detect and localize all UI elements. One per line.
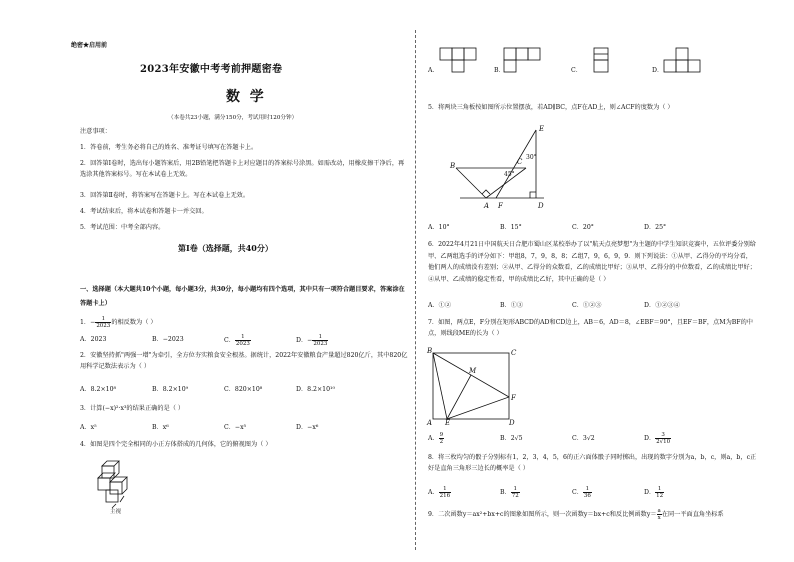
- q7-stem: 7．如图，两点E，F分别在矩形ABCD的AD和CD边上，AB＝6，AD＝8，∠EBF＝90°，且EF＝BF，点M为BF的中点，则线段ME的长为（ ）: [428, 319, 753, 337]
- secret-mark: 绝密★启用前: [71, 42, 108, 49]
- q5-point-label: C: [517, 158, 523, 166]
- q6-stem: 6．2022年4月21日中国航天日合肥市蜀山区某校举办了以"航天点亮梦想"为主题的中学生知识竞赛中，五位评委分别给甲、乙两组选手的评分如下：甲组8，7，9，8，8；乙组7，9，6，9，9．则下列说法：①从甲、乙得分的平均分看，他们两人的成绩没有差别；②从甲、乙得分的众数看，乙的成绩比甲好；③从甲、乙得分的中位数看，乙的成绩比甲好；④从甲、乙成绩的稳定性看，甲的成绩比乙好，其中正确的是（ ）: [428, 241, 756, 283]
- q7-option-b[interactable]: B．2√5: [500, 435, 523, 442]
- q5-point-label: F: [498, 202, 503, 210]
- part1-title: 第Ⅰ卷（选择题，共40分）: [178, 243, 273, 253]
- q5-triangle-figure: [440, 122, 570, 214]
- q7-point-label: C: [511, 349, 517, 357]
- q1-option-a[interactable]: A．2023: [80, 336, 107, 343]
- q6-option-d[interactable]: D．①②③④: [644, 302, 680, 309]
- q7-point-label: D: [509, 419, 515, 427]
- q3-option-d[interactable]: D．−x⁶: [296, 424, 319, 431]
- note-item: 5．考试范围：中考全部内容。: [80, 224, 165, 231]
- note-item: 2．回答第Ⅰ卷时，选出每小题答案后，用2B铅笔把答题卡上对应题目的答案标号涂黑。如需改动，用橡皮擦干净后，再选涂其他答案标号。写在本试卷上无效。: [80, 160, 405, 178]
- q4-option-a[interactable]: A．: [428, 67, 439, 74]
- q7-point-label: F: [511, 394, 516, 402]
- q3-option-b[interactable]: B．x⁶: [152, 424, 169, 431]
- exam-info: （本卷共23小题，满分150分，考试用时120分钟）: [168, 115, 298, 121]
- q8-option-d[interactable]: D． $\frac{1}{12}$: [644, 486, 664, 499]
- q5-point-label: A: [484, 202, 490, 210]
- q7-rectangle-figure: [425, 345, 525, 427]
- q4-stem: 4．如图是四个完全相同的小正方体搭成的几何体，它的俯视图为（ ）: [80, 441, 272, 448]
- q8-option-c[interactable]: C． $\frac{1}{36}$: [572, 486, 591, 499]
- q7-option-d[interactable]: D． $\frac{3}{2√10}$: [644, 432, 671, 445]
- q8-stem: 8．将三枚均匀的骰子分别标有1，2，3，4，5，6的正六面体骰子同时掷出，出现的数字分别为a，b，c，则a，b，c正好是直角三角形三边长的概率是（ ）: [428, 454, 757, 472]
- q4-option-c-figure: [584, 44, 628, 82]
- q6-option-c[interactable]: C．①②③: [572, 302, 602, 309]
- q7-option-a[interactable]: A． $\frac{9}{2}$: [428, 432, 444, 445]
- q1-option-d[interactable]: D．− $\frac{1}{2023}$: [296, 334, 328, 347]
- notes-title: 注意事项：: [80, 128, 111, 135]
- q5-angle-30: 30°: [526, 154, 537, 161]
- q3-stem: 3．计算(−x)²·x³的结果正确的是（ ）: [80, 405, 185, 412]
- q4-option-d[interactable]: D．: [652, 67, 664, 74]
- q6-option-b[interactable]: B．①③: [500, 302, 524, 309]
- q2-option-c[interactable]: C．820×10⁸: [224, 386, 263, 393]
- q9-stem: 9．二次函数y＝ax²+bx+c的图象如图所示，则一次函数y＝bx+c和反比例函数y＝ $\frac{a}{x}$ 在同一平面直角坐标系: [428, 508, 724, 521]
- q1-option-c[interactable]: C． $\frac{1}{2023}$: [224, 334, 250, 347]
- q5-point-label: E: [539, 125, 545, 133]
- note-item: 4．考试结束后，将本试卷和答题卡一并交回。: [80, 208, 208, 215]
- q4-option-a-figure: [438, 44, 482, 82]
- column-divider: [415, 30, 416, 550]
- q7-point-label: B: [427, 347, 433, 355]
- q5-option-a[interactable]: A．10°: [428, 224, 450, 231]
- q4-view-label: 主视: [110, 509, 122, 515]
- section1-heading: 一、选择题（本大题共10个小题，每小题3分，共30分，每小题均有四个选项，其中只有一项符合题目要求，答案涂在答题卡上）: [80, 286, 405, 307]
- q5-angle-45: 45°: [504, 171, 515, 178]
- q4-option-b-figure: [502, 44, 546, 82]
- q7-option-c[interactable]: C．3√2: [572, 435, 595, 442]
- q2-option-b[interactable]: B．8.2×10⁹: [152, 386, 189, 393]
- note-item: 1．答卷前，考生务必将自己的姓名、准考证号填写在答题卡上。: [80, 144, 258, 151]
- q2-stem: 2．安徽坚持抓"两强一增"为牵引，全方位夯实粮食安全根基。据统计，2022年安徽粮食产量超过820亿斤，其中820亿用科学记数法表示为（ ）: [80, 352, 408, 370]
- q3-option-c[interactable]: C．−x⁵: [224, 424, 247, 431]
- q5-option-b[interactable]: B．15°: [500, 224, 522, 231]
- q7-point-label: E: [445, 419, 451, 427]
- q5-stem: 5．将两块三角板按如图所示位置摆放，若AD∥BC，点F在AD上，则∠ACF的度数为（ ）: [428, 104, 674, 111]
- q1-option-b[interactable]: B．−2023: [152, 336, 184, 343]
- q3-option-a[interactable]: A．x⁵: [80, 424, 97, 431]
- q6-option-a[interactable]: A．①②: [428, 302, 452, 309]
- q8-option-a[interactable]: A． $\frac{1}{216}$: [428, 486, 451, 499]
- note-item: 3．回答第Ⅱ卷时，将答案写在答题卡上。写在本试卷上无效。: [80, 192, 250, 199]
- q4-option-b[interactable]: B．: [494, 67, 505, 74]
- q5-option-d[interactable]: D．25°: [644, 224, 667, 231]
- q4-solid-figure: [92, 452, 142, 514]
- exam-title: 2023年安徽中考考前押题密卷: [140, 64, 283, 75]
- q5-option-c[interactable]: C．20°: [572, 224, 594, 231]
- q4-option-c[interactable]: C．: [571, 67, 582, 74]
- q2-option-d[interactable]: D．8.2×10¹⁰: [296, 386, 336, 393]
- q7-point-label: M: [469, 367, 477, 375]
- q4-option-d-figure: [662, 44, 706, 82]
- q8-option-b[interactable]: B． $\frac{1}{72}$: [500, 486, 519, 499]
- q5-point-label: B: [450, 162, 456, 170]
- q7-point-label: A: [427, 419, 433, 427]
- subject-title: 数 学: [226, 89, 264, 105]
- q1-stem: 1．− $\frac{1}{2023}$ 的相反数为（ ）: [80, 316, 157, 329]
- q2-option-a[interactable]: A．8.2×10⁸: [80, 386, 117, 393]
- q5-point-label: D: [538, 202, 544, 210]
